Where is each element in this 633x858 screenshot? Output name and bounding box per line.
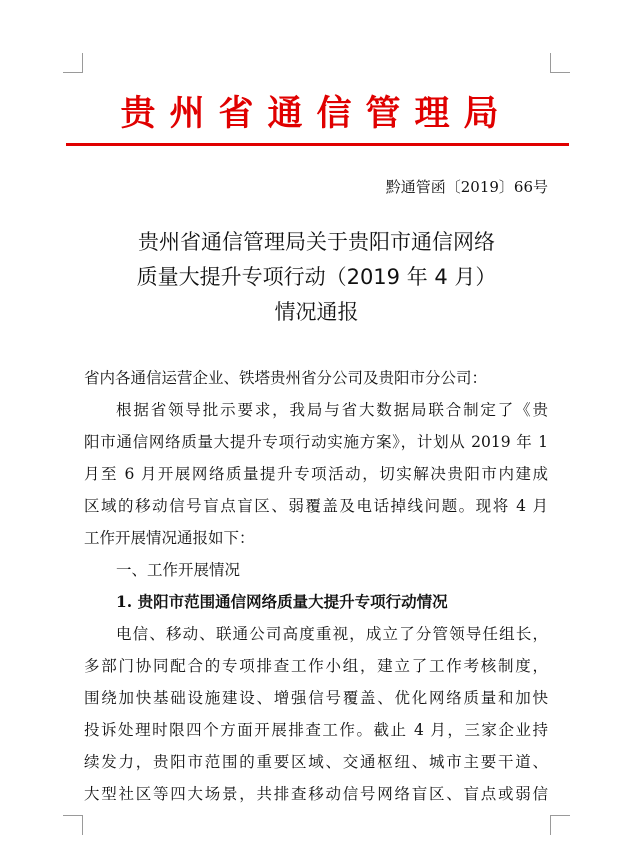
section-1-heading: 一、工作开展情况	[116, 561, 241, 579]
paragraph-2-line: 投诉处理时限四个方面开展排查工作。截止 4 月，三家企业持	[84, 721, 548, 739]
paragraph-1-line: 月至 6 月开展网络质量提升专项活动，切实解决贵阳市内建成	[84, 465, 548, 483]
paragraph-2-line: 电信、移动、联通公司高度重视，成立了分管领导任组长，	[116, 625, 548, 643]
crop-mark-top-right-v	[550, 53, 551, 73]
issuing-org-header: 贵州省通信管理局	[120, 94, 513, 134]
paragraph-1-line: 区域的移动信号盲点盲区、弱覆盖及电话掉线问题。现将 4 月	[84, 497, 548, 515]
crop-mark-bottom-right-h	[550, 815, 570, 816]
paragraph-2-line: 围绕加快基础设施建设、增强信号覆盖、优化网络质量和加快	[84, 689, 548, 707]
crop-mark-top-right-h	[550, 72, 570, 73]
subsection-1-heading: 1. 贵阳市范围通信网络质量大提升专项行动情况	[116, 592, 448, 611]
paragraph-1-line: 工作开展情况通报如下：	[84, 529, 255, 547]
crop-mark-top-left-v	[82, 53, 83, 73]
crop-mark-top-left-h	[63, 72, 83, 73]
document-number: 黔通管函〔2019〕66号	[385, 178, 548, 196]
paragraph-2-line: 多部门协同配合的专项排查工作小组，建立了工作考核制度，	[84, 657, 548, 675]
paragraph-2-line: 大型社区等四大场景，共排查移动信号网络盲区、盲点或弱信	[84, 785, 548, 803]
document-title-line-1: 贵州省通信管理局关于贵阳市通信网络	[138, 230, 495, 254]
salutation: 省内各通信运营企业、铁塔贵州省分公司及贵阳市分公司：	[84, 369, 488, 387]
paragraph-1-line: 根据省领导批示要求，我局与省大数据局联合制定了《贵	[116, 401, 548, 419]
document-title-line-2: 质量大提升专项行动（2019 年 4 月）	[136, 265, 497, 289]
crop-mark-bottom-left-h	[63, 815, 83, 816]
paragraph-2-line: 续发力，贵阳市范围的重要区域、交通枢纽、城市主要干道、	[84, 753, 548, 771]
document-title-line-3: 情况通报	[274, 300, 359, 324]
red-header-rule	[66, 143, 569, 146]
paragraph-1-line: 阳市通信网络质量大提升专项行动实施方案》，计划从 2019 年 1	[84, 433, 548, 451]
crop-mark-bottom-right-v	[550, 815, 551, 835]
crop-mark-bottom-left-v	[82, 815, 83, 835]
